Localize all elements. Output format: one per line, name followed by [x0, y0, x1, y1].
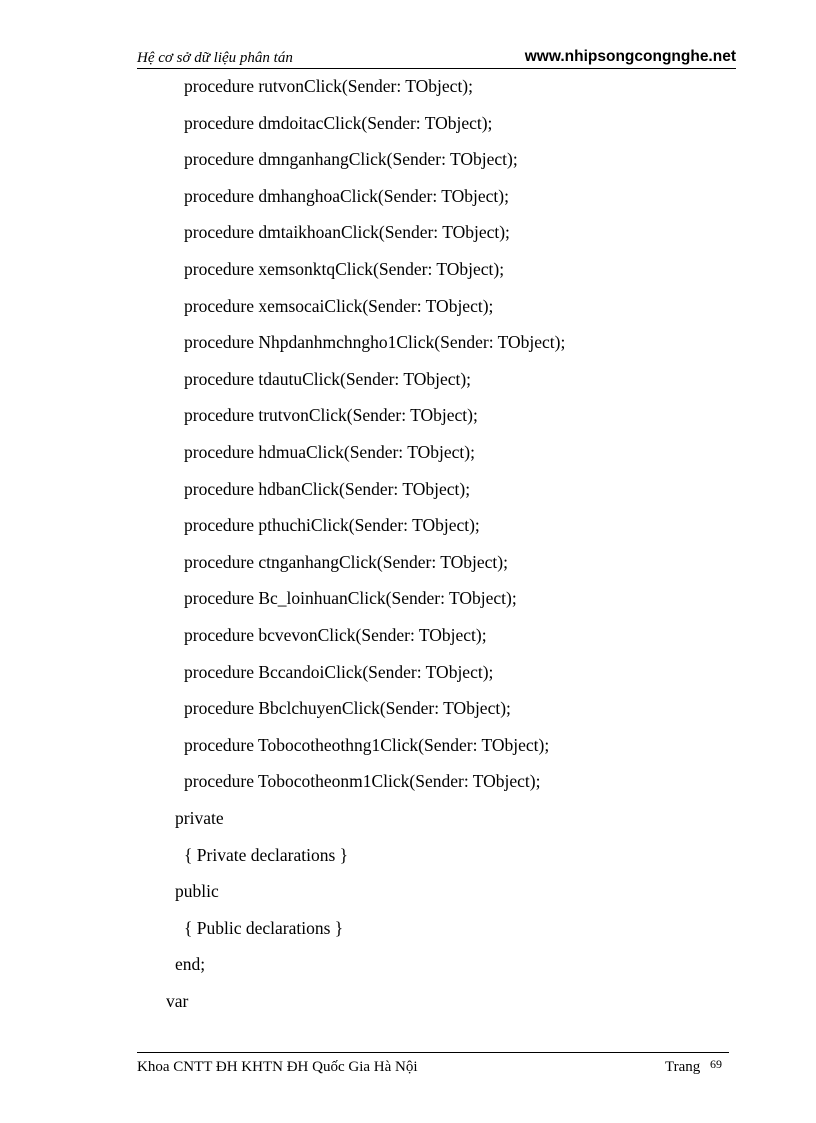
code-line: procedure hdmuaClick(Sender: TObject); [184, 442, 475, 462]
code-line: procedure bcvevonClick(Sender: TObject); [184, 625, 487, 645]
code-line: procedure hdbanClick(Sender: TObject); [184, 479, 471, 499]
code-line: procedure dmtaikhoanClick(Sender: TObject); [184, 222, 510, 242]
code-line: { Private declarations } [184, 845, 349, 865]
code-line: procedure Tobocotheonm1Click(Sender: TObject); [184, 771, 541, 791]
code-line: procedure xemsonktqClick(Sender: TObject); [184, 259, 505, 279]
code-line: procedure tdautuClick(Sender: TObject); [184, 369, 472, 389]
code-line: end; [175, 954, 206, 974]
code-line: procedure dmhanghoaClick(Sender: TObject); [184, 186, 509, 206]
page-number: 69 [710, 1057, 722, 1071]
code-line: procedure BbclchuyenClick(Sender: TObject); [184, 698, 511, 718]
code-line: procedure rutvonClick(Sender: TObject); [184, 76, 473, 96]
header-website: www.nhipsongcongnghe.net [524, 48, 736, 65]
footer-institution: Khoa CNTT ĐH KHTN ĐH Quốc Gia Hà Nội [137, 1059, 418, 1075]
code-line: { Public declarations } [184, 918, 344, 938]
footer-page-label: Trang [665, 1059, 701, 1075]
code-line: private [175, 808, 224, 828]
code-line: procedure dmnganhangClick(Sender: TObject); [184, 149, 518, 169]
code-line: procedure dmdoitacClick(Sender: TObject); [184, 113, 493, 133]
header-title: Hệ cơ sở dữ liệu phân tán [137, 50, 293, 66]
code-line: var [166, 991, 189, 1011]
code-line: procedure ctnganhangClick(Sender: TObject); [184, 552, 508, 572]
code-line: procedure trutvonClick(Sender: TObject); [184, 405, 478, 425]
code-line: procedure BccandoiClick(Sender: TObject); [184, 662, 494, 682]
code-line: procedure Nhpdanhmchngho1Click(Sender: TObject); [184, 332, 566, 352]
footer-divider [137, 1052, 729, 1053]
code-line: procedure xemsocaiClick(Sender: TObject); [184, 296, 494, 316]
code-line: public [175, 881, 219, 901]
code-line: procedure Tobocotheothng1Click(Sender: TObject); [184, 735, 550, 755]
code-line: procedure Bc_loinhuanClick(Sender: TObject); [184, 588, 517, 608]
code-line: procedure pthuchiClick(Sender: TObject); [184, 515, 480, 535]
